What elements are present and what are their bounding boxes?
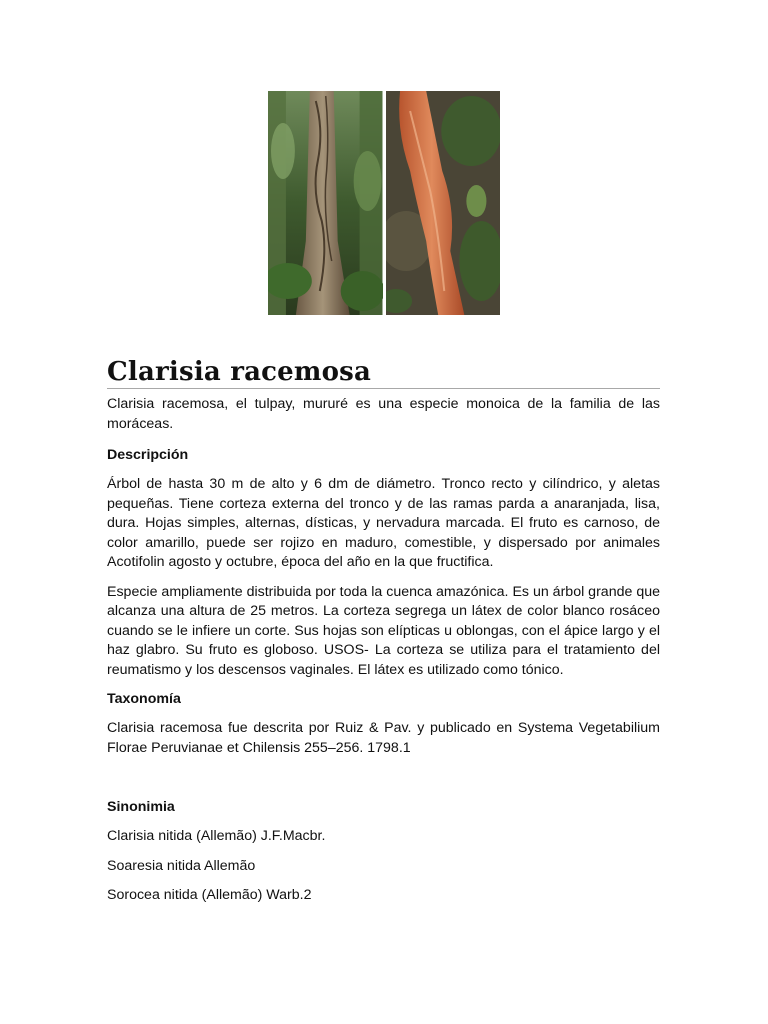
tree-trunk-photo-left	[268, 91, 383, 315]
article-title: Clarisia racemosa	[107, 357, 372, 387]
section-heading-sinonimia: Sinonimia	[107, 799, 175, 815]
description-paragraph: Árbol de hasta 30 m de alto y 6 dm de diámetro. Tronco recto y cilíndrico, y aletas pequeñas. Tiene corteza externa del tronco y de las ramas parda a anaranjada, lisa, dura. Hojas simples, alternas, dísticas, y nervadura marcada. El fruto es carnoso, de color amarillo, puede ser rojizo en maduro, comestible, y dispersado por animales Acotifolin agosto y octubre, época del año en la que fructifica.	[107, 476, 660, 570]
synonym-item: Soaresia nitida Allemão	[107, 857, 256, 874]
section-heading-taxonomia: Taxonomía	[107, 691, 181, 707]
intro-paragraph: Clarisia racemosa, el tulpay, mururé es una especie monoica de la familia de las moráceas.	[107, 396, 660, 432]
synonym-item: Sorocea nitida (Allemão) Warb.2	[107, 887, 312, 903]
section-heading-descripcion: Descripción	[107, 447, 189, 463]
article	[107, 356, 660, 916]
tree-trunk-photo-right	[386, 91, 501, 315]
distribution-paragraph: Especie ampliamente distribuida por toda la cuenca amazónica. Es un árbol grande que alcanza una altura de 25 metros. La corteza segrega un látex de color blanco rosáceo cuando se le infiere un corte. Sus hojas son elípticas u oblongas, con el ápice largo y el haz glabro. Su fruto es globoso. USOS- La corteza se utiliza para el tratamiento del reumatismo y los descensos vaginales. El látex es utilizado como tónico.	[107, 583, 660, 678]
title-divider	[107, 388, 660, 389]
photo-strip	[268, 91, 500, 315]
synonym-item: Clarisia nitida (Allemão) J.F.Macbr.	[107, 828, 326, 844]
taxonomy-paragraph: Clarisia racemosa fue descrita por Ruiz & Pav. y publicado en Systema Vegetabilium Florae Peruvianae et Chilensis 255–256. 1798.1	[107, 720, 660, 756]
